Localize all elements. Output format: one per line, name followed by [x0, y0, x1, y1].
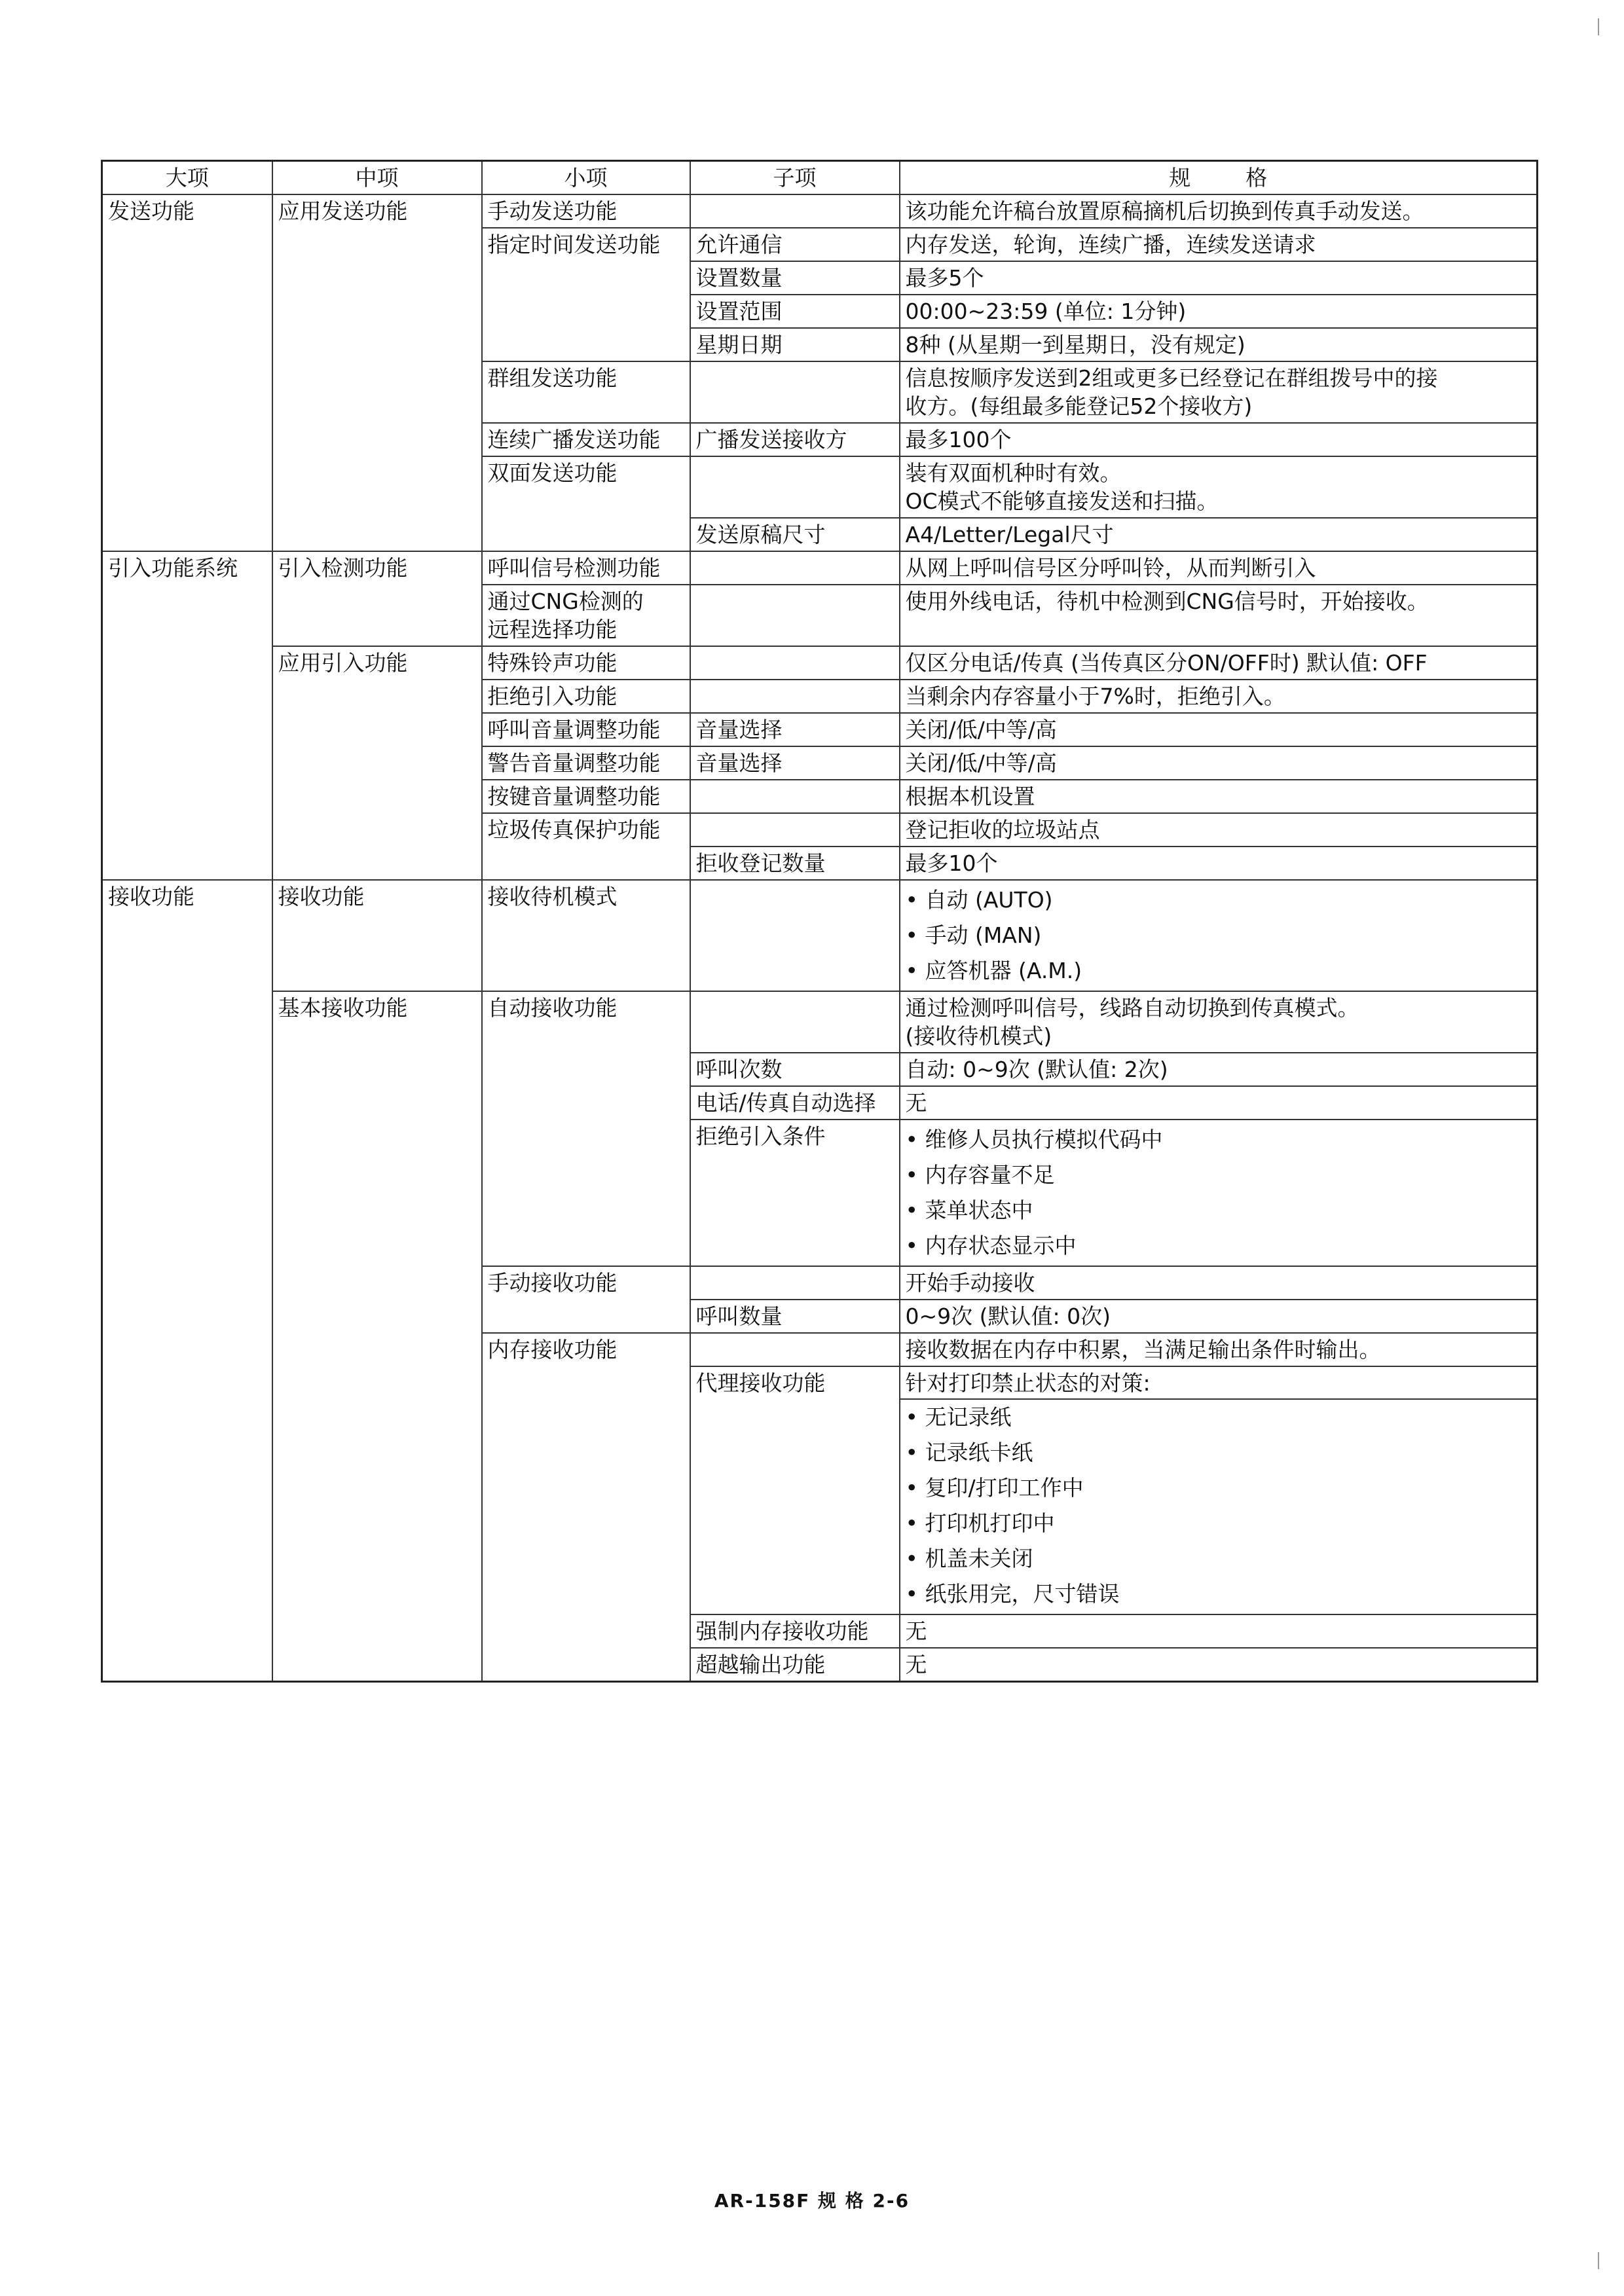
spec-cell: 使用外线电话，待机中检测到CNG信号时，开始接收。: [900, 585, 1538, 646]
minor-cell: 手动发送功能: [482, 194, 690, 228]
sub-cell: [690, 813, 900, 847]
table-row: [102, 813, 1538, 847]
table-row: [102, 1366, 1538, 1614]
minor-cell: 双面发送功能: [482, 456, 690, 518]
spec-cell: 0~9次 (默认值: 0次): [900, 1300, 1538, 1333]
spec-cell: 最多10个: [900, 847, 1538, 880]
table-row: [102, 295, 1538, 328]
table-row: [102, 423, 1538, 456]
mid-basic-receive: 基本接收功能: [272, 991, 482, 1053]
spec-cell: A4/Letter/Legal尺寸: [900, 518, 1538, 551]
table-row: [102, 585, 1538, 646]
spec-cell: 通过检测呼叫信号，线路自动切换到传真模式。 (接收待机模式): [900, 991, 1538, 1053]
table-row: [102, 328, 1538, 361]
spec-cell: 该功能允许稿台放置原稿摘机后切换到传真手动发送。: [900, 194, 1538, 228]
sub-cell: [690, 880, 900, 991]
sub-cell: 设置范围: [690, 295, 900, 328]
minor-cell: 呼叫信号检测功能: [482, 551, 690, 585]
sub-cell: 电话/传真自动选择: [690, 1086, 900, 1120]
spec-cell: 关闭/低/中等/高: [900, 713, 1538, 746]
spec-cell: 无: [900, 1086, 1538, 1120]
sub-cell: 拒绝引入条件: [690, 1120, 900, 1266]
spec-cell: 根据本机设置: [900, 780, 1538, 813]
table-row: [102, 1648, 1538, 1682]
table-row: [102, 680, 1538, 713]
sub-cell: [690, 680, 900, 713]
table-row: [102, 518, 1538, 551]
sub-cell: 允许通信: [690, 228, 900, 261]
sub-cell: 设置数量: [690, 261, 900, 295]
section-receive: 接收功能: [102, 880, 272, 991]
sub-cell: [690, 456, 900, 518]
minor-cell: 通过CNG检测的 远程选择功能: [482, 585, 690, 646]
sub-cell: 强制内存接收功能: [690, 1614, 900, 1648]
sub-cell: [690, 551, 900, 585]
spec-cell: • 自动 (AUTO) • 手动 (MAN) • 应答机器 (A.M.): [900, 880, 1538, 991]
spec-cell: 关闭/低/中等/高: [900, 746, 1538, 780]
sub-cell: [690, 194, 900, 228]
spec-cell: 内存发送，轮询，连续广播，连续发送请求: [900, 228, 1538, 261]
sub-cell: [690, 361, 900, 423]
spec-cell: 无: [900, 1648, 1538, 1682]
minor-cell: 拒绝引入功能: [482, 680, 690, 713]
header-spec: 规 格: [900, 161, 1538, 195]
table-row: [102, 746, 1538, 780]
minor-cell: 内存接收功能: [482, 1333, 690, 1366]
minor-cell: 呼叫音量调整功能: [482, 713, 690, 746]
spec-cell: 接收数据在内存中积累，当满足输出条件时输出。: [900, 1333, 1538, 1366]
spec-cell: 登记拒收的垃圾站点: [900, 813, 1538, 847]
minor-cell: 垃圾传真保护功能: [482, 813, 690, 847]
spec-cell: 装有双面机种时有效。 OC模式不能够直接发送和扫描。: [900, 456, 1538, 518]
sub-cell: [690, 780, 900, 813]
sub-cell: [690, 646, 900, 680]
spec-cell: 针对打印禁止状态的对策: • 无记录纸 • 记录纸卡纸 • 复印/打印工作中 • 打印机打印中 • 机盖未关闭 • 纸张用完，尺寸错误: [900, 1366, 1538, 1614]
table-row: [102, 551, 1538, 585]
table-row: [102, 1266, 1538, 1300]
minor-cell: 自动接收功能: [482, 991, 690, 1053]
sub-cell: [690, 585, 900, 646]
minor-cell: 警告音量调整功能: [482, 746, 690, 780]
table-row: [102, 780, 1538, 813]
table-row: [102, 880, 1538, 991]
section-send: 发送功能: [102, 194, 272, 228]
header-minor: 小项: [482, 161, 690, 195]
minor-cell: 指定时间发送功能: [482, 228, 690, 261]
header-sub: 子项: [690, 161, 900, 195]
sub-cell: 超越输出功能: [690, 1648, 900, 1682]
minor-cell: 特殊铃声功能: [482, 646, 690, 680]
spec-cell: 自动: 0~9次 (默认值: 2次): [900, 1053, 1538, 1086]
minor-cell: 按键音量调整功能: [482, 780, 690, 813]
sub-cell: [690, 991, 900, 1053]
sub-cell: 发送原稿尺寸: [690, 518, 900, 551]
sub-cell: 星期日期: [690, 328, 900, 361]
table-row: [102, 228, 1538, 261]
spec-cell: 从网上呼叫信号区分呼叫铃，从而判断引入: [900, 551, 1538, 585]
page-footer: AR-158F 规 格 2-6: [714, 2190, 910, 2212]
header-major: 大项: [102, 161, 272, 195]
sub-cell: 呼叫数量: [690, 1300, 900, 1333]
sub-cell: 代理接收功能: [690, 1366, 900, 1614]
spec-cell: 8种 (从星期一到星期日，没有规定): [900, 328, 1538, 361]
spec-cell: 最多100个: [900, 423, 1538, 456]
table-row: [102, 646, 1538, 680]
table-row: [102, 456, 1538, 518]
scan-edge-mark: [1598, 2252, 1599, 2269]
section-intake: 引入功能系统: [102, 551, 272, 585]
mid-intake-detect: 引入检测功能: [272, 551, 482, 585]
minor-cell: 连续广播发送功能: [482, 423, 690, 456]
table-row: [102, 1300, 1538, 1333]
table-row: [102, 1053, 1538, 1086]
spec-cell: 仅区分电话/传真 (当传真区分ON/OFF时) 默认值: OFF: [900, 646, 1538, 680]
table-row: [102, 1120, 1538, 1266]
table-row: [102, 991, 1538, 1053]
spec-cell: 最多5个: [900, 261, 1538, 295]
spec-cell: 00:00~23:59 (单位: 1分钟): [900, 295, 1538, 328]
minor-cell: 群组发送功能: [482, 361, 690, 423]
sub-cell: 拒收登记数量: [690, 847, 900, 880]
mid-app-intake: 应用引入功能: [272, 646, 482, 680]
table-row: [102, 847, 1538, 880]
table-row: [102, 1333, 1538, 1366]
spec-cell: 当剩余内存容量小于7%时，拒绝引入。: [900, 680, 1538, 713]
table-row: [102, 361, 1538, 423]
sub-cell: 音量选择: [690, 713, 900, 746]
table-row: [102, 1086, 1538, 1120]
table-row: [102, 1614, 1538, 1648]
mid-app-send: 应用发送功能: [272, 194, 482, 228]
scan-edge-mark: [1598, 18, 1599, 35]
minor-cell: 手动接收功能: [482, 1266, 690, 1300]
header-middle: 中项: [272, 161, 482, 195]
spec-cell: 无: [900, 1614, 1538, 1648]
minor-cell: 接收待机模式: [482, 880, 690, 991]
spec-table: [101, 160, 1538, 1683]
table-row: [102, 261, 1538, 295]
table-row: [102, 194, 1538, 228]
sub-cell: 音量选择: [690, 746, 900, 780]
sub-cell: 呼叫次数: [690, 1053, 900, 1086]
spec-cell: 开始手动接收: [900, 1266, 1538, 1300]
table-row: [102, 713, 1538, 746]
spec-cell: • 维修人员执行模拟代码中 • 内存容量不足 • 菜单状态中 • 内存状态显示中: [900, 1120, 1538, 1266]
sub-cell: 广播发送接收方: [690, 423, 900, 456]
mid-receive: 接收功能: [272, 880, 482, 991]
sub-cell: [690, 1333, 900, 1366]
spec-cell: 信息按顺序发送到2组或更多已经登记在群组拨号中的接 收方。(每组最多能登记52个接收方): [900, 361, 1538, 423]
header-row: [102, 161, 1538, 195]
sub-cell: [690, 1266, 900, 1300]
